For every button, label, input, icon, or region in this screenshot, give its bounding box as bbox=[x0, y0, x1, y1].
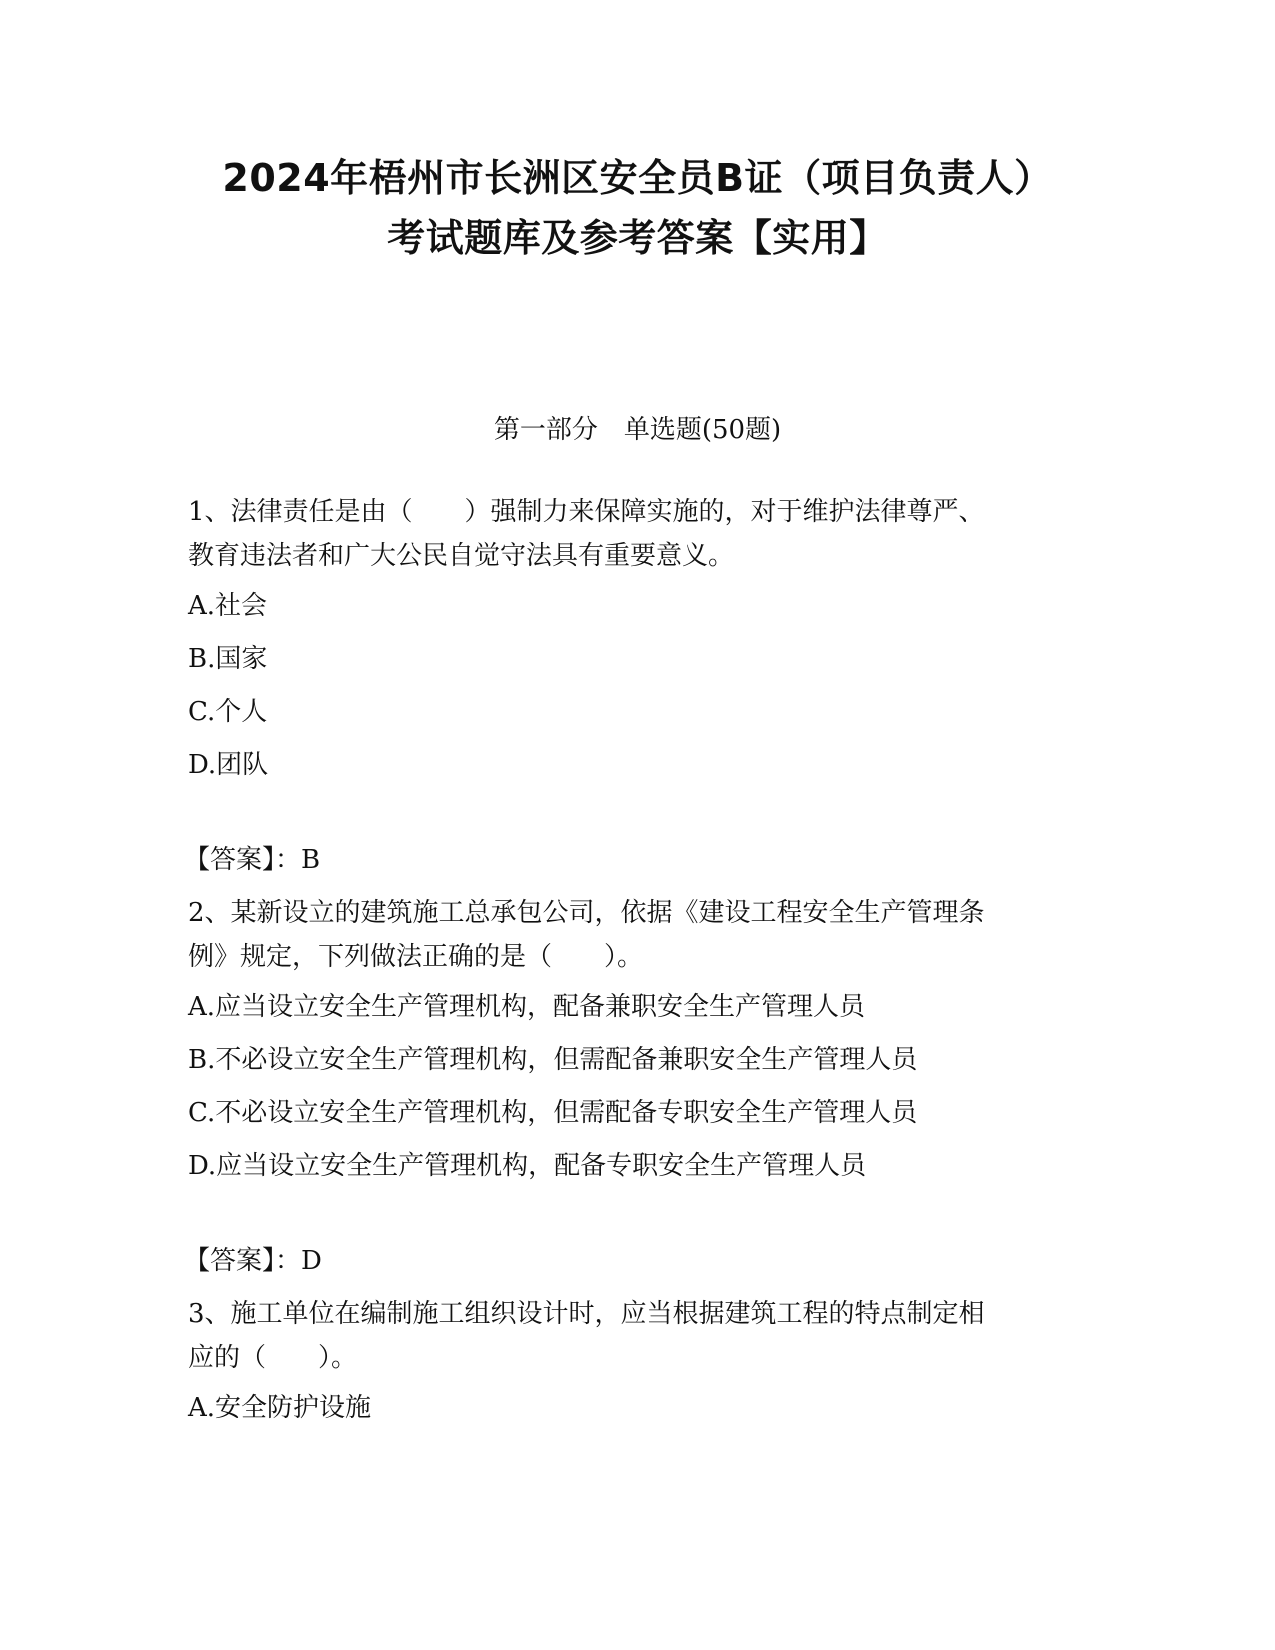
question-3-text-line-1: 3、施工单位在编制施工组织设计时，应当根据建筑工程的特点制定相 bbox=[188, 1299, 985, 1329]
question-2-option-a: A.应当设立安全生产管理机构，配备兼职安全生产管理人员 bbox=[188, 992, 866, 1022]
question-1-option-a: A.社会 bbox=[188, 591, 268, 621]
question-2-option-d: D.应当设立安全生产管理机构，配备专职安全生产管理人员 bbox=[188, 1151, 867, 1181]
question-2-text-line-2: 例》规定，下列做法正确的是（ ）。 bbox=[188, 942, 644, 972]
question-3-option-a: A.安全防护设施 bbox=[188, 1393, 372, 1423]
question-2-option-c: C.不必设立安全生产管理机构，但需配备专职安全生产管理人员 bbox=[188, 1098, 918, 1128]
question-1-text-line-1: 1、法律责任是由（ ）强制力来保障实施的，对于维护法律尊严、 bbox=[188, 497, 985, 527]
question-2-text-line-1: 2、某新设立的建筑施工总承包公司，依据《建设工程安全生产管理条 bbox=[188, 898, 985, 928]
question-1-text-line-2: 教育违法者和广大公民自觉守法具有重要意义。 bbox=[188, 541, 735, 571]
question-1-answer: 【答案】：B bbox=[184, 845, 321, 875]
question-1-option-b: B.国家 bbox=[188, 644, 268, 674]
question-2-answer: 【答案】：D bbox=[184, 1246, 322, 1276]
section-heading: 第一部分 单选题(50题) bbox=[493, 415, 782, 445]
question-2-option-b: B.不必设立安全生产管理机构，但需配备兼职安全生产管理人员 bbox=[188, 1045, 918, 1075]
question-1-option-c: C.个人 bbox=[188, 697, 268, 727]
document-title-line-1: 2024年梧州市长洲区安全员B证（项目负责人） bbox=[222, 156, 1053, 200]
document-title-line-2: 考试题库及参考答案【实用】 bbox=[387, 216, 888, 260]
question-3-text-line-2: 应的（ ）。 bbox=[188, 1343, 358, 1373]
question-1-option-d: D.团队 bbox=[188, 750, 269, 780]
